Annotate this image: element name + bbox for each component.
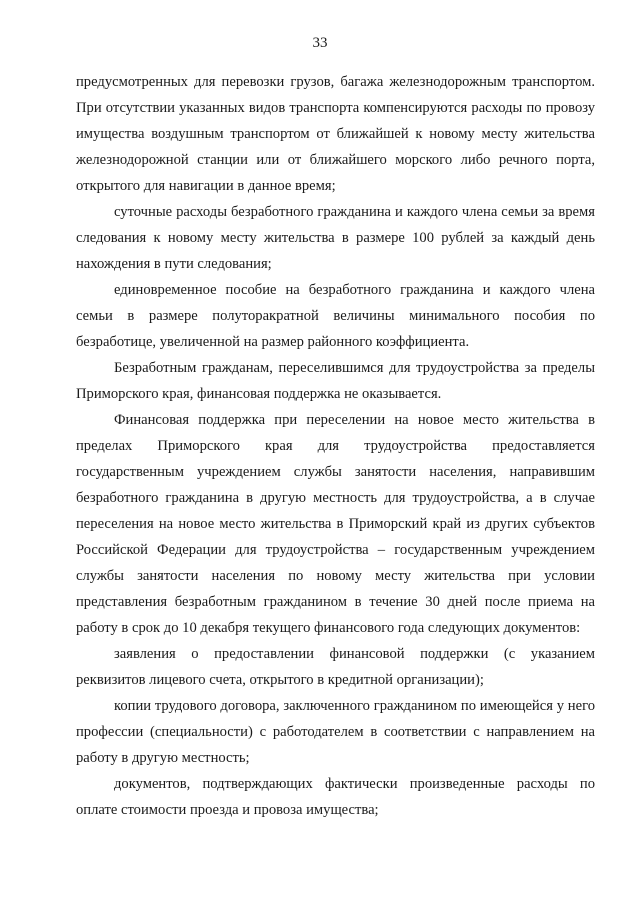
paragraph-financial-support: Финансовая поддержка при переселении на новое место жительства в пределах Приморского края для трудоустройства предоставляется государственным учреждением службы занятости населения, направившим безработного гражданина в другую местность для трудоустройства, а в случае переселения на новое место жительства в Приморский край из других субъектов Российской Федерации для трудоустройства – государственным учреждением службы занятости населения по новому месту жительства при условии представления безработным гражданином в течение 30 дней после приема на работу в срок до 10 декабря текущего финансового года следующих документов: [76, 412, 595, 636]
paragraph-lump-sum-allowance: единовременное пособие на безработного гражданина и каждого члена семьи в размере полуторакратной величины минимального пособия по безработице, увеличенной на размер районного коэффициента. [76, 282, 595, 350]
paragraph-application: заявления о предоставлении финансовой поддержки (с указанием реквизитов лицевого счета, открытого в кредитной организации); [76, 646, 595, 688]
body-text [76, 69, 595, 823]
paragraph-continuation: предусмотренных для перевозки грузов, багажа железнодорожным транспортом. При отсутствии указанных видов транспорта компенсируются расходы по провозу имущества воздушным транспортом от ближайшей к новому месту жительства железнодорожной станции или от ближайшего морского либо речного порта, открытого для навигации в данное время; [76, 74, 595, 194]
paragraph-employment-contract: копии трудового договора, заключенного гражданином по имеющейся у него профессии (специальности) с работодателем в соответствии с направлением на работу в другую местность; [76, 698, 595, 766]
page-number: 33 [312, 35, 328, 51]
paragraph-daily-expenses: суточные расходы безработного гражданина и каждого члена семьи за время следования к новому месту жительства в размере 100 рублей за каждый день нахождения в пути следования; [76, 204, 595, 272]
paragraph-expense-documents: документов, подтверждающих фактически произведенные расходы по оплате стоимости проезда и провоза имущества; [76, 776, 595, 818]
paragraph-outside-region: Безработным гражданам, переселившимся для трудоустройства за пределы Приморского края, финансовая поддержка не оказывается. [76, 360, 595, 402]
